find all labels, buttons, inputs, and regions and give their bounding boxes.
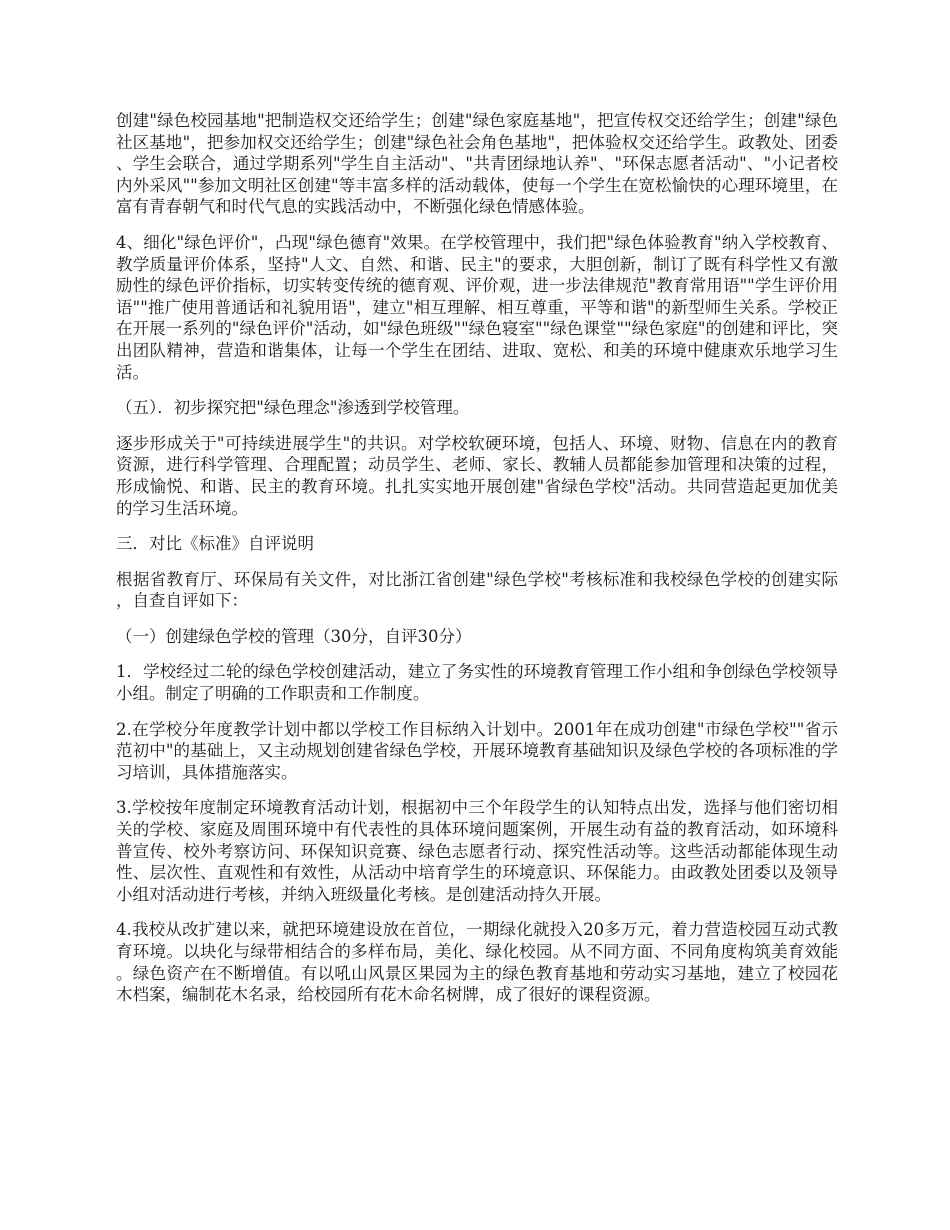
paragraph-green-evaluation: 4、细化"绿色评价"，凸现"绿色德育"效果。在学校管理中，我们把"绿色体验教育"纳入学校教育、教学质量评价体系，坚持"人文、自然、和谐、民主"的要求，大胆创新，制订了既有科学性又有激励性的绿色评价指标，切实转变传统的德育观、评价观，进一步法律规范"教育常用语""学生评价用语""推广使用普通话和礼貌用语"，建立"相互理解、相互尊重，平等和谐"的新型师生关系。学校正在开展一系列的"绿色评价"活动，如"绿色班级""绿色寝室""绿色课堂""绿色家庭"的创建和评比，突出团队精神，营造和谐集体，让每一个学生在团结、进取、宽松、和美的环境中健康欢乐地学习生活。 [116,232,838,382]
section-heading-three: 三．对比《标准》自评说明 [116,534,314,554]
document-body [116,110,838,1020]
list-item-1: 1．学校经过二轮的绿色学校创建活动，建立了务实性的环境教育管理工作小组和争创绿色学校领导小组。制定了明确的工作职责和工作制度。 [116,662,838,704]
paragraph-green-bases: 创建"绿色校园基地"把制造权交还给学生；创建"绿色家庭基地"，把宣传权交还给学生；创建"绿色社区基地"，把参加权交还给学生；创建"绿色社会角色基地"，把体验权交还给学生。政教处、团委、学生会联合，通过学期系列"学生自主活动"、"共青团绿地认养"、"环保志愿者活动"、"小记者校内外采风""参加文明社区创建"等丰富多样的活动载体，使每一个学生在宽松愉快的心理环境里，在富有青春朝气和时代气息的实践活动中，不断强化绿色情感体验。 [116,111,838,217]
list-item-2: 2.在学校分年度教学计划中都以学校工作目标纳入计划中。2001年在成功创建"市绿色学校""省示范初中"的基础上，又主动规划创建省绿色学校，开展环境教育基础知识及绿色学校的各项标准的学习培训，具体措施落实。 [116,719,838,782]
list-item-4: 4.我校从改扩建以来，就把环境建设放在首位，一期绿化就投入20多万元，着力营造校园互动式教育环境。以块化与绿带相结合的多样布局，美化、绿化校园。从不同方面、不同角度构筑美育效能。绿色资产在不断增值。有以吼山风景区果园为主的绿色教育基地和劳动实习基地，建立了校园花木档案，编制花木名录，给校园所有花木命名树牌，成了很好的课程资源。 [116,920,838,1005]
section-heading-five: （五）．初步探究把"绿色理念"渗透到学校管理。 [116,398,470,418]
subsection-heading-management: （一）创建绿色学校的管理（30分，自评30分） [116,626,472,646]
paragraph-sustainable-development: 逐步形成关于"可持续进展学生"的共识。对学校软硬环境，包括人、环境、财物、信息在内的教育资源，进行科学管理、合理配置；动员学生、老师、家长、教辅人员都能参加管理和决策的过程，形成愉悦、和谐、民主的教育环境。扎扎实实地开展创建"省绿色学校"活动。共同营造起更加优美的学习生活环境。 [116,433,838,518]
paragraph-self-assessment-intro: 根据省教育厅、环保局有关文件，对比浙江省创建"绿色学校"考核标准和我校绿色学校的创建实际，自查自评如下： [116,569,838,611]
list-item-3: 3.学校按年度制定环境教育活动计划，根据初中三个年段学生的认知特点出发，选择与他们密切相关的学校、家庭及周围环境中有代表性的具体环境问题案例，开展生动有益的教育活动，如环境科普宣传、校外考察访问、环保知识竞赛、绿色志愿者行动、探究性活动等。这些活动都能体现生动性、层次性、直观性和有效性，从活动中培育学生的环境意识、环保能力。由政教处团委以及领导小组对活动进行考核，并纳入班级量化考核。是创建活动持久开展。 [116,798,838,904]
